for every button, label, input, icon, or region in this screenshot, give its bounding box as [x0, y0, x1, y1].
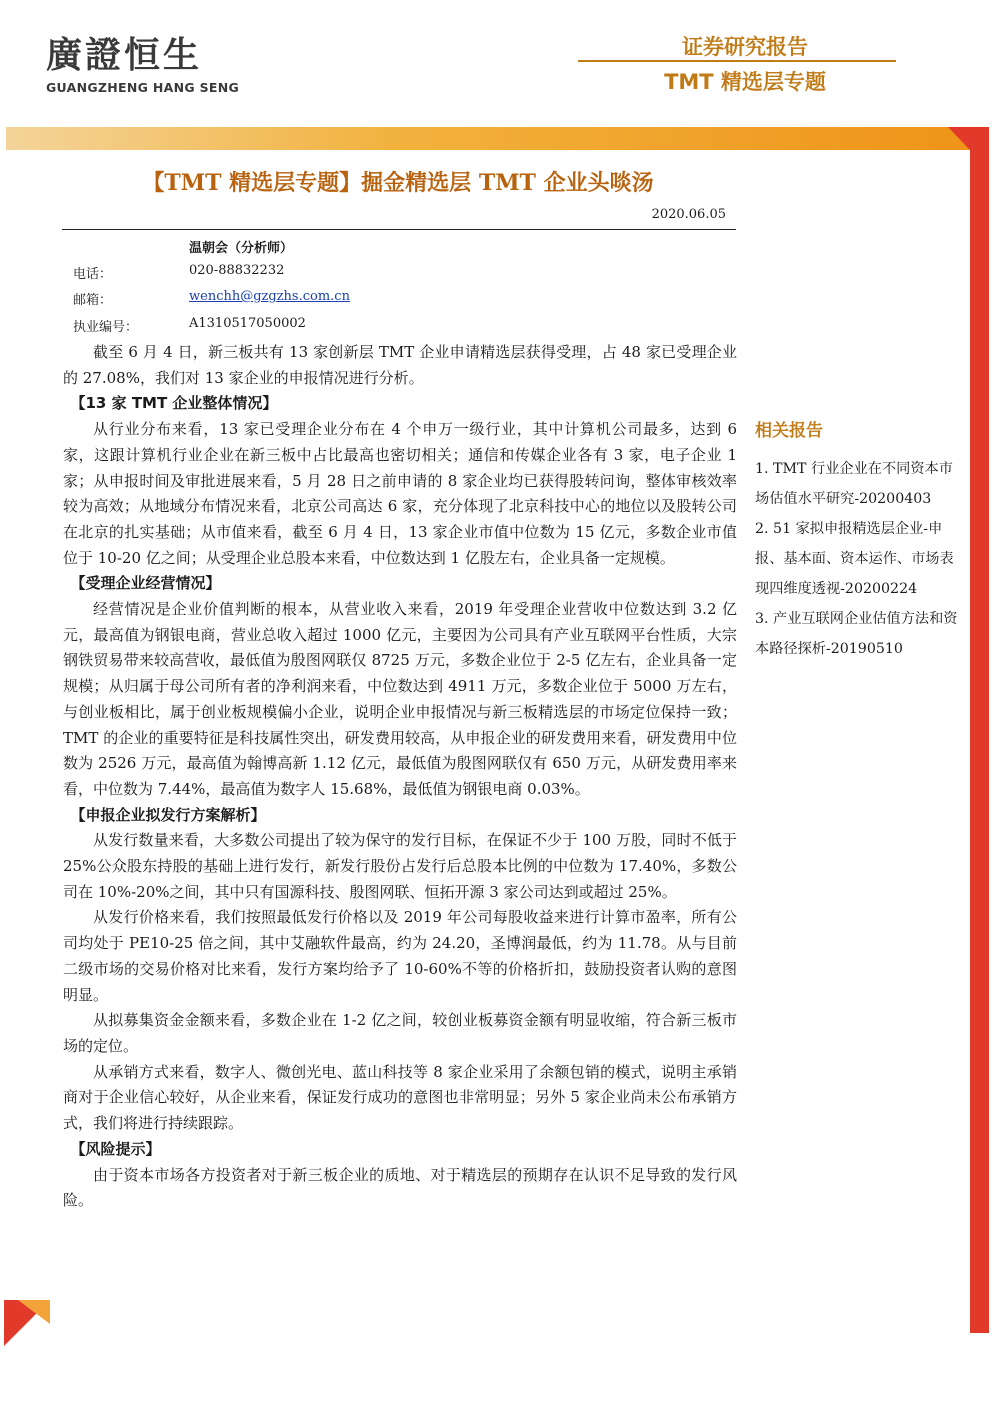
section-heading-issuance: 【申报企业拟发行方案解析】	[70, 805, 266, 824]
risk-paragraph: 由于资本市场各方投资者对于新三板企业的质地、对于精选层的预期存在认识不足导致的发行风险。	[63, 1165, 737, 1210]
report-body	[63, 340, 737, 1214]
license-label: 执业编号：	[73, 320, 139, 335]
email-label: 邮箱：	[73, 293, 113, 308]
email-link[interactable]: wenchh@gzgzhs.com.cn	[189, 289, 350, 304]
section-heading-operations: 【受理企业经营情况】	[70, 574, 221, 593]
logo-chinese-name: 廣證恒生	[46, 35, 203, 76]
phone-label: 电话：	[73, 267, 113, 282]
section-heading-overview: 【13 家 TMT 企业整体情况】	[70, 394, 278, 413]
section-heading-risk: 【风险提示】	[70, 1139, 161, 1158]
related-report-item[interactable]: 3. 产业互联网企业估值方法和资本路径探析-20190510	[755, 611, 958, 657]
intro-paragraph: 截至 6 月 4 日，新三板共有 13 家创新层 TMT 企业申请精选层获得受理，占 48 家已受理企业的 27.08%，我们对 13 家企业的申报情况进行分析。	[63, 343, 737, 387]
header-band-corner	[948, 127, 970, 150]
related-reports-list	[755, 454, 960, 664]
issuance-paragraph-2: 从发行价格来看，我们按照最低发行价格以及 2019 年公司每股收益来进行计算市盈率，所有公司均处于 PE10-25 倍之间，其中艾融软件最高，约为 24.20，圣博润最低，约为 11.78。从与目前二级市场的交易价格对比来看，发行方案均给予了 10-60%不等的价格折扣，鼓励投资者认购的意图明显。	[63, 908, 737, 1004]
phone-value: 020-88832232	[189, 263, 285, 278]
operations-paragraph: 经营情况是企业价值判断的根本，从营业收入来看，2019 年受理企业营收中位数达到 3.2 亿元，最高值为钢银电商，营业总收入超过 1000 亿元，主要因为公司具有产业互联网平台性质，大宗钢铁贸易带来较高营收，最低值为殷图网联仅 8725 万元，多数企业位于 2-5 亿左右，企业具备一定规模；从归属于母公司所有者的净利润来看，中位数达到 4911 万元，多数企业位于 5000 万左右，与创业板相比，属于创业板规模偏小企业，说明企业申报情况与新三板精选层的市场定位保持一致；TMT 的企业的重要特征是科技属性突出，研发费用较高，从申报企业的研发费用来看，研发费用中位数为 2526 万元，最高值为翰博高新 1.12 亿元，最低值为殷图网联仅有 650 万元，从研发费用率来看，中位数为 7.44%，最高值为数字人 15.68%，最低值为钢银电商 0.03%。	[63, 600, 737, 798]
company-logo	[46, 36, 239, 95]
logo-english-name: GUANGZHENG HANG SENG	[46, 80, 240, 95]
report-topic: TMT 精选层专题	[664, 70, 826, 94]
report-type: 证券研究报告	[682, 35, 808, 59]
report-date: 2020.06.05	[651, 207, 726, 222]
related-reports-title: 相关报告	[755, 421, 823, 441]
issuance-paragraph-3: 从拟募集资金金额来看，多数企业在 1-2 亿之间，较创业板募资金额有明显收缩，符合新三板市场的定位。	[63, 1011, 737, 1055]
issuance-paragraph-4: 从承销方式来看，数字人、微创光电、蓝山科技等 8 家企业采用了余额包销的模式，说明主承销商对于企业信心较好，从企业来看，保证发行成功的意图也非常明显；另外 5 家企业尚未公布承销方式，我们将进行持续跟踪。	[63, 1062, 737, 1133]
header-band	[6, 127, 970, 150]
license-value: A1310517050002	[189, 316, 306, 331]
related-report-item[interactable]: 1. TMT 行业企业在不同资本市场估值水平研究-20200403	[755, 461, 953, 507]
report-title: 【TMT 精选层专题】掘金精选层 TMT 企业头啖汤	[142, 170, 654, 196]
overview-paragraph: 从行业分布来看，13 家已受理企业分布在 4 个申万一级行业，其中计算机公司最多，达到 6 家，这跟计算机行业企业在新三板中占比最高也密切相关；通信和传媒企业各有 3 家，电子企业 1 家；从申报时间及审批进展来看，5 月 28 日之前申请的 8 家企业均已获得股转问询，整体审核效率较为高效；从地域分布情况来看，北京公司高达 6 家，充分体现了北京科技中心的地位以及股转公司在北京的扎实基础；从市值来看，截至 6 月 4 日，13 家企业市值中位数为 15 亿元，多数企业市值位于 10-20 亿之间；从受理企业总股本来看，中位数达到 1 亿股左右，企业具备一定规模。	[63, 420, 737, 567]
related-report-item[interactable]: 2. 51 家拟申报精选层企业-申报、基本面、资本运作、市场表现四维度透视-20200224	[755, 521, 954, 597]
header-divider	[578, 60, 896, 62]
right-red-bar	[970, 127, 989, 1333]
title-rule	[62, 229, 736, 230]
analyst-name: 温朝会（分析师）	[189, 241, 294, 256]
footer-corner-accent	[18, 1300, 50, 1324]
issuance-paragraph-1: 从发行数量来看，大多数公司提出了较为保守的发行目标，在保证不少于 100 万股，同时不低于 25%公众股东持股的基础上进行发行，新发行股份占发行后总股本比例的中位数为 17.40%，多数公司在 10%-20%之间，其中只有国源科技、殷图网联、恒拓开源 3 家公司达到或超过 25%。	[63, 831, 737, 901]
